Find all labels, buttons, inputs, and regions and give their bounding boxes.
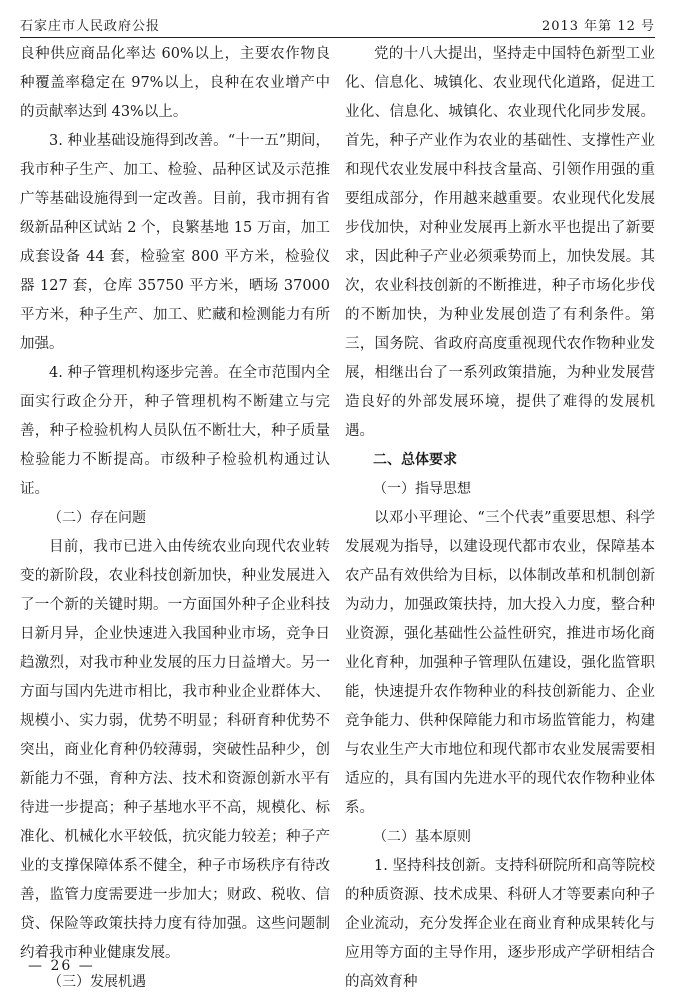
left-column [20, 40, 330, 997]
paragraph: 党的十八大提出，坚持走中国特色新型工业化、信息化、城镇化、农业现代化道路，促进工业化、信息化、城镇化、农业现代化同步发展。首先，种子产业作为农业的基础性、支撑性产业和现代农业发展中科技含量高、引领作用强的重要组成部分，作用越来越重要。农业现代化发展步伐加快，对种业发展再上新水平也提出了新要求，因此种子产业必须乘势而上，加快发展。其次，农业科技创新的不断推进，种子市场化步伐的不断加快，为种业发展创造了有利条件。第三，国务院、省政府高度重视现代农作物种业发展，相继出台了一系列政策措施，为种业发展营造良好的外部发展环境，提供了难得的发展机遇。 [345, 46, 655, 439]
paragraph: 1. 坚持科技创新。支持科研院所和高等院校的种质资源、技术成果、科研人才等要素向种子企业流动，充分发挥企业在商业育种成果转化与应用等方面的主导作用，逐步形成产学研相结合的高效育种 [345, 858, 655, 990]
paragraph: 目前，我市已进入由传统农业向现代农业转变的新阶段，农业科技创新加快，种业发展进入了一个新的关键时期。一方面国外种子企业科技日新月异，企业快速进入我国种业市场，竞争日趋激烈，对我市种业发展的压力日益增大。另一方面与国内先进市相比，我市种业企业群体大、规模小、实力弱，优势不明显；科研育种优势不突出，商业化育种仍较薄弱，突破性品种少，创新能力不强，育种方法、技术和资源创新水平有待进一步提高；种子基地水平不高，规模化、标准化、机械化水平较低，抗灾能力较差；种子产业的支撑保障体系不健全，种子市场秩序有待改善，监管力度需要进一步加大；财政、税收、信贷、保险等政策扶持力度有待加强。这些问题制约着我市种业健康发展。 [20, 539, 330, 961]
section-heading: （二）基本原则 [373, 829, 471, 845]
section-heading: （二）存在问题 [48, 510, 146, 526]
paragraph: 3. 种业基础设施得到改善。“十一五”期间，我市种子生产、加工、检验、品种区试及示范推广等基础设施得到一定改善。目前，我市拥有省级新品种区试站 2 个，良繁基地 15 万亩，加工成套设备 44 套，检验室 800 平方米，检验仪器 127 套，仓库 35750 平方米，晒场 37000 平方米，种子生产、加工、贮藏和检测能力有所加强。 [20, 133, 330, 352]
paragraph: 4. 种子管理机构逐步完善。在全市范围内全面实行政企分开，种子管理机构不断建立与完善，种子检验机构人员队伍不断壮大，种子质量检验能力不断提高。市级种子检验机构通过认证。 [20, 365, 330, 497]
page-header [20, 10, 655, 38]
paragraph: 以邓小平理论、“三个代表”重要思想、科学发展观为指导，以建设现代都市农业，保障基本农产品有效供给为目标，以体制改革和机制创新为动力，加强政策扶持，加大投入力度，整合种业资源，强化基础性公益性研究，推进市场化商业化育种，加强种子管理队伍建设，强化监管职能，快速提升农作物种业的科技创新能力、企业竞争能力、供种保障能力和市场监管能力，构建与农业生产大市地位和现代都市农业发展需要相适应的，具有国内先进水平的现代农作物种业体系。 [345, 510, 655, 816]
page-number: — 26 — [28, 958, 95, 974]
chapter-heading: 二、总体要求 [373, 452, 457, 468]
right-column [345, 40, 655, 997]
section-heading: （一）指导思想 [373, 481, 471, 497]
paragraph: 良种供应商品化率达 60%以上，主要农作物良种覆盖率稳定在 97%以上，良种在农业增产中的贡献率达到 43%以上。 [20, 46, 330, 120]
section-heading: （三）发展机遇 [48, 974, 146, 990]
publication-title: 石家庄市人民政府公报 [20, 19, 161, 34]
issue-number: 2013 年第 12 号 [541, 19, 655, 34]
